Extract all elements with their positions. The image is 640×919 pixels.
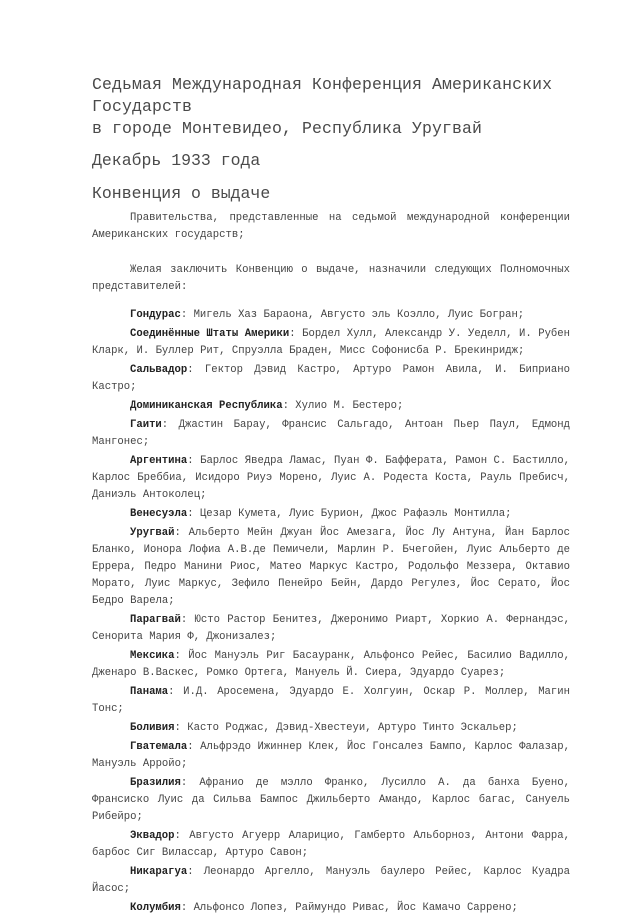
delegate-names: Альберто Мейн Джуан Йос Амезага, Йос Лу Антуна, Йан Барлос Бланко, Ионора Лофиа А.В.де Пемичели, Марлин Р. Бчегойен, Луис Альберто де Еррера, Педро Манини Риос, Матео Маркус Кастро, Родольфо Меззера, Октавио Морато, Луис Маркус, Зефило Пенейро Бейн, Дардо Регулез, Йос Серато, Йос Бедро Варела; <box>92 526 570 608</box>
convention-title: Конвенция о выдаче <box>92 184 271 203</box>
country-name: Колумбия <box>130 902 181 915</box>
separator: : <box>161 418 179 431</box>
intro-text-1: Правительства, представленные на седьмой международной конференции Американских государств; <box>92 212 570 242</box>
separator: : <box>180 309 194 321</box>
country-name: Панама <box>130 686 169 699</box>
intro-paragraph-1 <box>92 210 570 244</box>
delegation-item <box>92 648 570 682</box>
separator: : <box>187 507 200 520</box>
delegation-item <box>92 525 570 611</box>
country-name: Аргентина <box>130 454 188 467</box>
delegate-names: Мигель Хаз Бараона, Августо эль Коэлло, Луис Богран; <box>193 309 525 321</box>
country-name: Никарагуа <box>130 866 188 879</box>
country-name: Доминиканская Республика <box>130 399 283 412</box>
delegate-names: Альфонсо Лопез, Раймундо Ривас, Йос Камачо Саррено; <box>193 902 518 915</box>
title-line-1: Седьмая Международная Конференция Американских <box>92 75 553 94</box>
title-line-2: Государств <box>92 97 193 116</box>
separator: : <box>187 363 205 376</box>
country-name: Парагвай <box>130 614 181 627</box>
delegate-names: Хулио М. Бестеро; <box>295 399 404 412</box>
delegate-names: Юсто Растор Бенитез, Джеронимо Риарт, Хоркио А. Фернандэс, Сенорита Мария Ф, Джонизалез; <box>92 614 570 644</box>
delegations-list <box>92 307 570 919</box>
country-name: Венесуэла <box>130 507 188 520</box>
delegate-names: Леонардо Аргелло, Мануэль баулеро Рейес, Карлос Куадра Йасос; <box>92 866 571 896</box>
separator: : <box>174 722 188 735</box>
delegate-names: Йос Мануэль Риг Басауранк, Альфонсо Рейес, Басилио Вадилло, Дженаро В.Васкес, Ромко Ортега, Мануель Й. Сиера, Эдуардо Суарез; <box>92 650 570 680</box>
delegation-item <box>92 739 570 773</box>
separator: : <box>187 866 204 879</box>
country-name: Уругвай <box>130 526 175 539</box>
country-name: Соединённые Штаты Америки <box>130 327 290 340</box>
delegate-names: Джастин Бараy, Франсис Сальгадо, Антоан Пьер Паул, Едмонд Мангонес; <box>92 418 570 448</box>
delegation-item <box>92 775 570 827</box>
separator: : <box>174 526 189 539</box>
separator: : <box>168 686 184 699</box>
country-name: Боливия <box>130 722 175 735</box>
delegate-names: Августо Агуерр Аларицио, Гамберто Альборноз, Антони Фарра, барбос Сиг Виласcар, Артуро Савон; <box>92 830 570 860</box>
country-name: Сальвадор <box>130 363 188 376</box>
delegation-item <box>92 612 570 646</box>
delegation-item <box>92 307 570 324</box>
country-name: Гондурас <box>130 309 181 321</box>
document-title <box>92 74 592 140</box>
delegation-item <box>92 900 570 917</box>
separator: : <box>187 741 201 753</box>
delegate-names: Афранио де мэлло Франко, Лусилло А. да банха Буено, Франсиско Луис да Сильва Бампос Джильберто Амандо, Карлос багас, Сануель Рибейро; <box>92 777 570 824</box>
separator: : <box>187 454 201 467</box>
delegate-names: Барлос Яведра Ламас, Пуан Ф. Бафферата, Рамон С. Бастилло, Карлос Бреббиа, Исидоро Риуэ Морено, Луис А. Родеста Коста, Рауль Пребисч, Даниэль Антоколец; <box>92 454 570 501</box>
delegation-item <box>92 684 570 718</box>
delegation-item <box>92 362 570 396</box>
delegation-item <box>92 417 570 451</box>
separator: : <box>174 830 190 843</box>
delegate-names: Касто Роджас, Дэвид-Хвестеуи, Артуро Тинто Эскальер; <box>187 722 518 735</box>
delegation-item <box>92 506 570 523</box>
delegate-names: Гектор Дэвид Кастро, Артуро Рамон Авила, И. Биприано Кастро; <box>92 363 570 393</box>
separator: : <box>174 650 189 663</box>
delegate-names: Бордел Хулл, Александр У. Уеделл, И. Рубен Кларк, И. Буллер Рит, Спруэлла Браден, Мисс Софонисба Р. Брекинридж; <box>92 327 571 357</box>
intro-paragraph-2 <box>92 262 570 296</box>
country-name: Гаити <box>130 418 162 431</box>
country-name: Бразилия <box>130 777 181 789</box>
separator: : <box>289 327 303 340</box>
title-line-3: в городе Монтевидео, Республика Уругвай <box>92 119 483 138</box>
separator: : <box>180 614 195 627</box>
delegation-item <box>92 720 570 737</box>
separator: : <box>180 902 194 915</box>
delegate-names: Альфрэдо Ижиннер Клек, Йос Гонсалез Бампо, Карлос Фалазар, Мануэль Арройо; <box>92 741 570 771</box>
separator: : <box>180 777 200 789</box>
delegation-item <box>92 453 570 505</box>
intro-text-2: Желая заключить Конвенцию о выдаче, назначили следующих Полномочных представителей: <box>92 264 570 294</box>
delegation-item <box>92 326 570 360</box>
country-name: Гватемала <box>130 741 188 753</box>
country-name: Эквадор <box>130 830 175 843</box>
delegate-names: Цезар Кумета, Луис Бурион, Джос Рафаэль Монтилла; <box>199 507 512 520</box>
delegation-item <box>92 828 570 862</box>
delegation-item <box>92 398 570 415</box>
separator: : <box>282 399 296 412</box>
delegation-item <box>92 864 570 898</box>
delegate-names: И.Д. Аросемена, Эдуардо Е. Холгуин, Оскар Р. Моллер, Магин Тонс; <box>92 686 570 716</box>
country-name: Мексика <box>130 650 175 663</box>
document-date: Декабрь 1933 года <box>92 151 261 170</box>
